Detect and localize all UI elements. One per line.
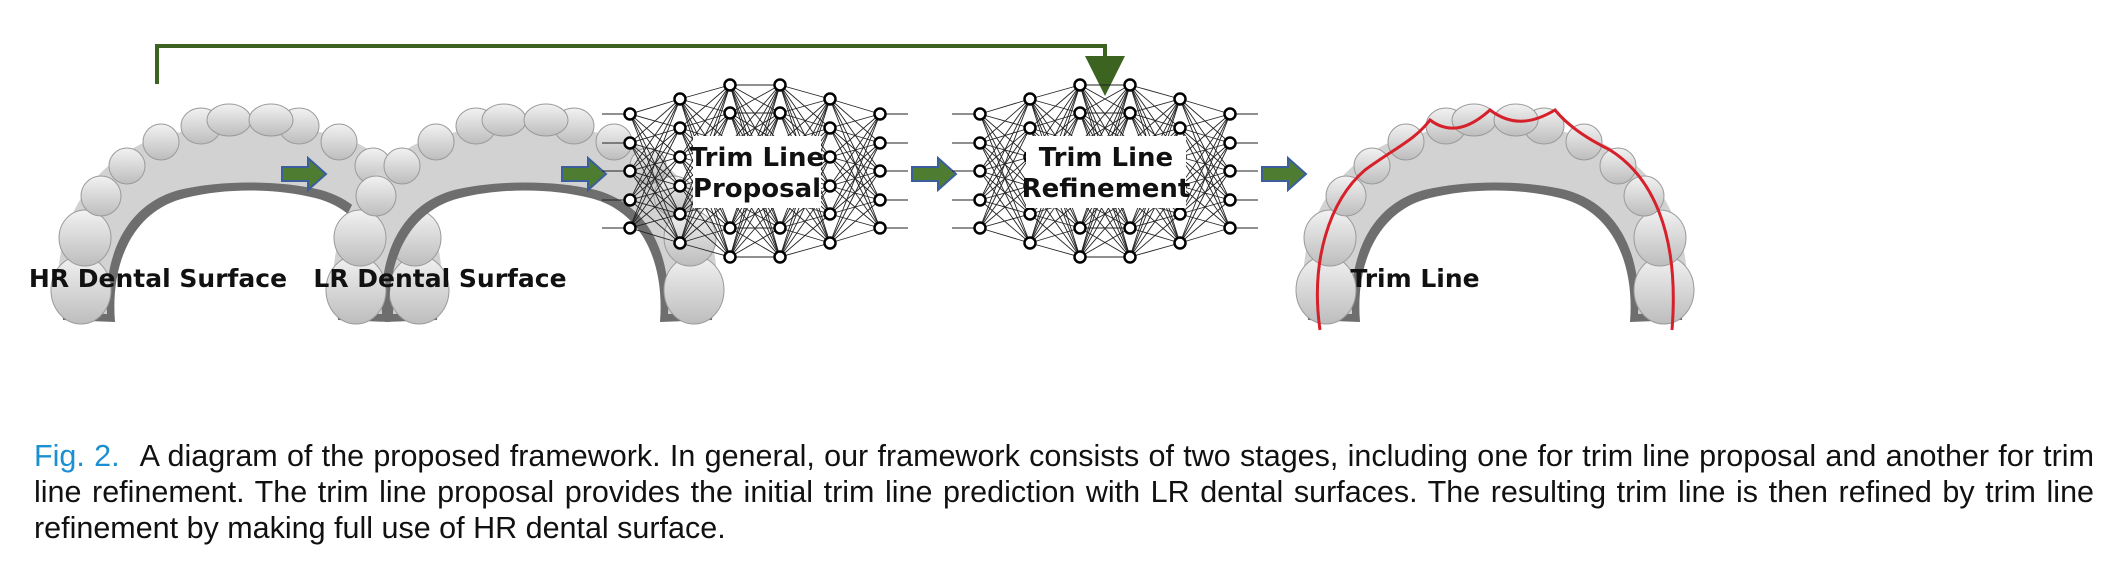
network-node	[775, 80, 786, 91]
proposal-box-line1: Trim Line	[689, 143, 825, 173]
network-node	[975, 138, 986, 149]
network-node	[1175, 123, 1186, 134]
network-node	[975, 109, 986, 120]
network-node	[1125, 223, 1136, 234]
trim-line-dental-surface-image	[1296, 104, 1694, 330]
network-node	[775, 252, 786, 263]
network-node	[975, 195, 986, 206]
network-node	[625, 166, 636, 177]
network-node	[1225, 223, 1236, 234]
network-node	[1125, 108, 1136, 119]
network-edge	[630, 99, 680, 114]
network-edge	[980, 228, 1030, 243]
network-node	[825, 152, 836, 163]
network-node	[1225, 109, 1236, 120]
network-node	[875, 109, 886, 120]
network-edge	[830, 99, 880, 114]
lr-dental-surface-label: LR Dental Surface	[313, 264, 567, 293]
network-node	[975, 223, 986, 234]
network-node	[725, 252, 736, 263]
network-node	[825, 238, 836, 249]
network-edge	[1180, 99, 1230, 114]
network-node	[1075, 252, 1086, 263]
network-node	[975, 166, 986, 177]
trim-line-label: Trim Line	[1350, 264, 1480, 293]
network-node	[625, 109, 636, 120]
network-node	[675, 152, 686, 163]
network-node	[675, 238, 686, 249]
network-node	[1025, 123, 1036, 134]
network-node	[1075, 80, 1086, 91]
refinement-box-line2: Refinement	[1021, 174, 1191, 204]
network-node	[1075, 108, 1086, 119]
hr-dental-surface-label: HR Dental Surface	[28, 264, 288, 293]
network-node	[825, 123, 836, 134]
network-edge	[1030, 228, 1080, 243]
network-node	[675, 94, 686, 105]
network-node	[675, 209, 686, 220]
network-edge	[1130, 214, 1180, 257]
network-node	[825, 94, 836, 105]
figure-caption	[34, 438, 2094, 546]
network-node	[1125, 252, 1136, 263]
skip-connection-arrow	[157, 46, 1105, 84]
network-node	[625, 195, 636, 206]
network-node	[725, 80, 736, 91]
network-node	[675, 123, 686, 134]
network-node	[875, 223, 886, 234]
network-node	[875, 166, 886, 177]
network-edge	[830, 228, 880, 243]
network-node	[875, 195, 886, 206]
network-node	[1225, 166, 1236, 177]
arrow-proposal-to-refinement	[912, 158, 956, 190]
caption-figure-label: Fig. 2.	[34, 439, 120, 473]
network-node	[825, 181, 836, 192]
proposal-box-line2: Proposal	[692, 174, 822, 204]
network-edge	[780, 214, 830, 257]
network-node	[1025, 94, 1036, 105]
network-node	[625, 138, 636, 149]
network-node	[1075, 223, 1086, 234]
network-node	[725, 223, 736, 234]
network-node	[1225, 138, 1236, 149]
network-edge	[1180, 228, 1230, 243]
network-node	[625, 223, 636, 234]
network-node	[1025, 209, 1036, 220]
network-node	[675, 181, 686, 192]
network-node	[1225, 195, 1236, 206]
network-node	[1175, 238, 1186, 249]
network-node	[1025, 238, 1036, 249]
network-node	[825, 209, 836, 220]
caption-text: A diagram of the proposed framework. In general, our framework consists of two stages, including one for trim line proposal and another for trim line refinement. The trim line proposal provides the initial trim line prediction with LR dental surfaces. The resulting trim line is then refined by trim line refinement by making full use of HR dental surface.	[34, 439, 2094, 545]
network-node	[775, 223, 786, 234]
network-node	[775, 108, 786, 119]
network-node	[875, 138, 886, 149]
network-edge	[830, 114, 880, 243]
arrow-refinement-to-trim	[1262, 158, 1306, 190]
refinement-box-line1: Trim Line	[1038, 143, 1174, 173]
network-node	[725, 108, 736, 119]
network-edge	[980, 99, 1030, 114]
network-node	[1125, 80, 1136, 91]
network-node	[1175, 94, 1186, 105]
network-edge	[980, 214, 1030, 228]
network-node	[1175, 209, 1186, 220]
